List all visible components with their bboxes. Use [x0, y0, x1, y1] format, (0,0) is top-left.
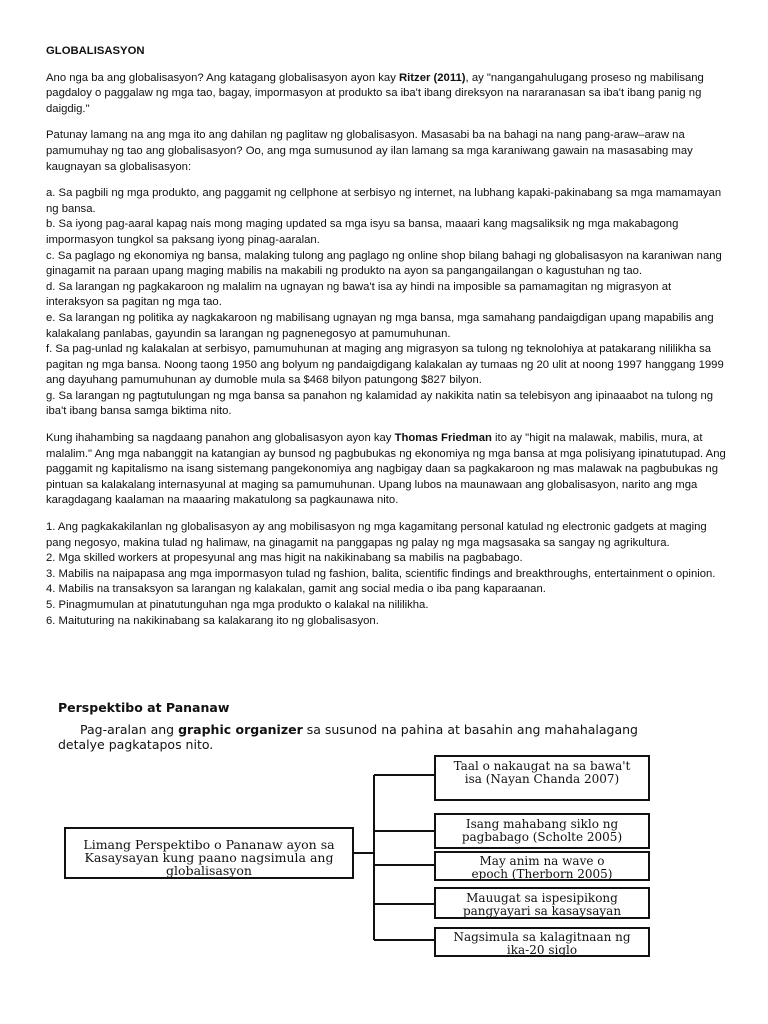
instruction-rest: sa susunod na pahina at basahin ang mahahalagang detalye pagkatapos nito.: [58, 722, 638, 752]
points-list: [46, 520, 726, 629]
list-item: 4. Mabilis na transaksyon sa larangan ng kalakalan, gamit ang social media o iba pang kaparaanan.: [46, 583, 546, 596]
list-item: b. Sa iyong pag-aaral kapag nais mong maging updated sa mga isyu sa bansa, maaari kang magsaliksik ng mga makabagong impormasyon tungkol sa paksang iyong pinag-aaralan.: [46, 218, 679, 246]
branch-box: Mauugat sa ispesipikong pangyayari sa kasaysayan: [434, 887, 650, 919]
list-item: 5. Pinagmumulan at pinatutunguhan nga mga produkto o kalakal na nililikha.: [46, 599, 429, 611]
intro-paragraph: [46, 71, 726, 118]
instruction-bold: graphic organizer: [178, 722, 303, 737]
branch-box: Nagsimula sa kalagitnaan ng ika-20 siglo: [434, 927, 650, 957]
list-item: 3. Mabilis na naipapasa ang mga impormasyon tulad ng fashion, balita, scientific findings and breakthroughs, entertainment o opinion.: [46, 567, 716, 580]
friedman-text: Kung ihahambing sa nagdaang panahon ang globalisasyon ayon kay: [46, 432, 395, 445]
branch-box: Isang mahabang siklo ng pagbabago (Scholte 2005): [434, 813, 650, 849]
list-item: e. Sa larangan ng politika ay nagkakaroon ng mabilisang ugnayan ng mga bansa, mga samahang pandaigdigan upang mapabilis ang kalakalang panlabas, gayundin sa larangan ng pagnenegosyo at pamumuhunan.: [46, 311, 714, 340]
branch-box: May anim na wave o epoch (Therborn 2005): [434, 851, 650, 881]
list-item: d. Sa larangan ng pagkakaroon ng malalim na ugnayan ng bawa't isa ay hindi na imposible sa pamamagitan ng migrasyon at interaksyon sa pagitan ng mga tao.: [46, 280, 672, 309]
list-item: a. Sa pagbili ng mga produkto, ang paggamit ng cellphone at serbisyo ng internet, na lubhang kapaki-pakinabang sa mga mamamayan ng bansa.: [46, 187, 722, 215]
organizer-heading: Perspektibo at Pananaw: [58, 700, 230, 715]
second-paragraph: Patunay lamang na ang mga ito ang dahilan ng paglitaw ng globalisasyon. Masasabi ba na bahagi na nang pang-araw–araw na pamumuhay ng tao ang globalisasyon? Oo, ang mga sumusunod ay ilan lamang sa mga karaniwang gawain na masasabing may kaugnayan sa globalisasyon:: [46, 129, 693, 173]
document-body: [46, 44, 726, 640]
graphic-organizer-section: [58, 700, 670, 960]
list-item: 1. Ang pagkakakilanlan ng globalisasyon ay ang mobilisasyon ng mga kagamitang personal katulad ng electronic gadgets at maging pang negosyo, makina tulad ng halimaw, na ginagamit na panggapas ng palay ng mga magsasaka sa sangay ng agrikultura.: [46, 521, 707, 549]
examples-list: [46, 186, 726, 420]
instruction-text: Pag-aralan ang: [80, 722, 179, 737]
list-item: 6. Maituturing na nakikinabang sa kalakarang ito ng globalisasyon.: [46, 614, 379, 627]
center-box: Limang Perspektibo o Pananaw ayon sa Kasaysayan kung paano nagsimula ang globalisasyon: [64, 827, 354, 879]
intro-definition: , ay "nangangahulugang proseso ng mabilisang pagdaloy o paggalaw ng mga tao, bagay, impormasyon at produkto sa iba't ibang direksyon na nararanasan sa iba't ibang panig ng daigdig.": [46, 71, 704, 115]
intro-text: Ano nga ba ang globalisasyon? Ang katagang globalisasyon ayon kay: [46, 71, 399, 84]
list-item: c. Sa paglago ng ekonomiya ng bansa, malaking tulong ang paglago ng online shop bilang bahagi ng globalisasyon na karaniwan nang ginagamit na paraan upang maging mabilis na makabili ng produkto na ayon sa pangangailangan o kagustuhan ng tao.: [46, 249, 722, 278]
author-friedman: Thomas Friedman: [394, 432, 492, 445]
list-item: g. Sa larangan ng pagtutulungan ng mga bansa sa panahon ng kalamidad ay nakikita natin sa telebisyon ang ipinaaabot na tulong ng iba't ibang bansa samga biktima nito.: [46, 389, 714, 418]
document-title: GLOBALISASYON: [46, 45, 145, 57]
list-item: f. Sa pag-unlad ng kalakalan at serbisyo, pamumuhunan at maging ang migrasyon sa tulong ng teknolohiya at patakarang nililikha sa pagitan ng mga bansa. Noong taong 1950 ang bolyum ng pandaigdigang kalakalan ay tumaas ng 20 ulit at noong 1997 hanggang 1999 ang dayuhang pamumuhunan ay dumoble mula sa $468 bilyon patungong $827 bilyon.: [46, 343, 724, 387]
branch-box: Taal o nakaugat na sa bawa't isa (Nayan Chanda 2007): [434, 755, 650, 801]
list-item: 2. Mga skilled workers at propesyunal ang mas higit na nakikinabang sa mabilis na pagbabago.: [46, 552, 523, 565]
author-ritzer: Ritzer (2011): [398, 71, 466, 84]
friedman-description: ito ay "higit na malawak, mabilis, mura, at malalim." Ang mga nabanggit na katangian ay bunsod ng pagbubukas ng ekonomiya ng mga bansa at mga polisiyang ipinatutupad. Ang paggamit ng kapitalismo na isang sistemang pangekonomiya ang nagbigay daan sa pagkakaroon ng mas malawak na pagbubukas ng pintuan sa kalakalang internasyunal at maging sa pamumuhunan. Upang lubos na maunawaan ang globalisasyon, narito ang mga karagdagang kaalaman na maaaring makatulong sa pagkaunawa nito.: [46, 432, 726, 507]
friedman-paragraph: [46, 431, 726, 509]
